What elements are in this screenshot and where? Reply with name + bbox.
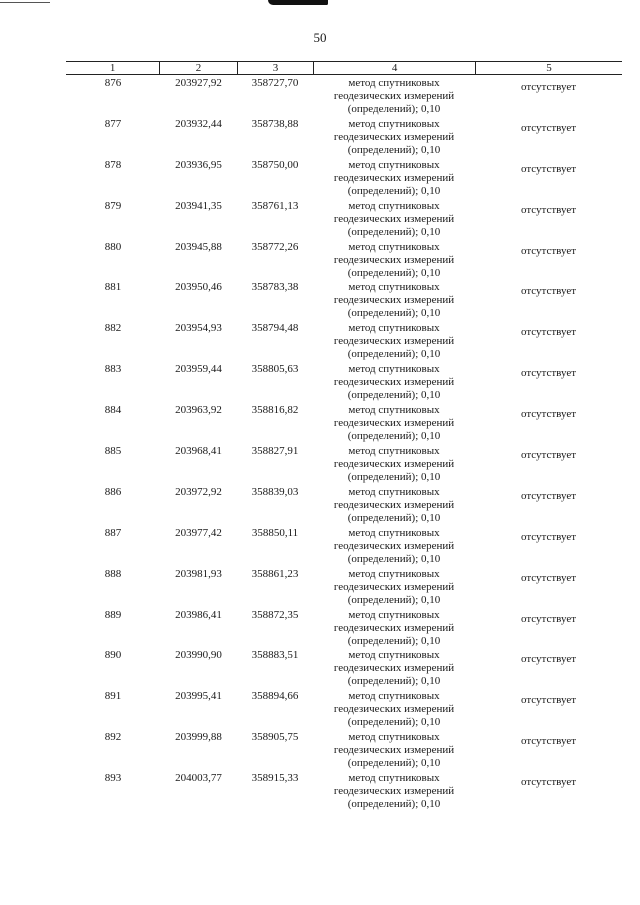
point-number: 884 [104,404,122,417]
method-cell [313,200,475,241]
method-line-3: (определений); 0,10 [347,225,441,238]
marking-description: отсутствует [520,449,577,462]
coordinate-x: 203932,44 [175,117,222,130]
method-cell [313,568,475,609]
marking-description: отсутствует [520,530,577,543]
coordinate-y: 358850,11 [251,526,299,539]
method-cell [313,486,475,527]
method-line-3: (определений); 0,10 [347,348,441,361]
coordinate-y: 358727,70 [251,77,299,89]
method-line-1: метод спутниковых [348,445,440,458]
coordinate-x: 203977,42 [175,526,222,539]
table-row [66,322,622,363]
coordinate-y: 358894,66 [251,690,299,703]
method-line-3: (определений); 0,10 [347,757,441,770]
method-line-1: метод спутниковых [348,690,440,703]
table-row [66,77,622,118]
method-line-2: геодезических измерений [333,621,455,634]
point-number: 882 [104,322,122,335]
point-number: 879 [104,199,122,212]
method-line-3: (определений); 0,10 [347,184,441,197]
table-row [66,609,622,650]
method-cell [313,609,475,650]
coordinate-x: 203959,44 [175,363,222,376]
method-line-1: метод спутниковых [348,567,440,580]
table-row [66,690,622,731]
method-cell [313,118,475,159]
method-line-1: метод спутниковых [348,731,440,744]
method-cell [313,772,475,813]
method-line-2: геодезических измерений [333,212,455,225]
method-cell [313,77,475,118]
table-row [66,200,622,241]
coordinate-y: 358805,63 [251,363,299,376]
coordinate-x: 203950,46 [175,281,222,294]
scan-artifact-line [0,2,50,3]
method-line-2: геодезических измерений [333,335,455,348]
method-line-2: геодезических измерений [333,253,455,266]
method-line-2: геодезических измерений [333,130,455,143]
method-line-1: метод спутниковых [348,199,440,212]
method-cell [313,690,475,731]
method-line-1: метод спутниковых [348,240,440,253]
marking-description: отсутствует [520,408,577,421]
marking-description: отсутствует [520,326,577,339]
point-number: 885 [104,445,122,458]
method-cell [313,445,475,486]
method-line-1: метод спутниковых [348,772,440,785]
coordinate-x: 203927,92 [175,77,222,89]
method-line-3: (определений); 0,10 [347,430,441,443]
method-line-1: метод спутниковых [348,608,440,621]
table-row [66,363,622,404]
method-line-2: геодезических измерений [333,458,455,471]
coordinate-y: 358883,51 [251,649,299,662]
table-header [66,61,622,75]
method-line-2: геодезических измерений [333,171,455,184]
coordinate-y: 358772,26 [251,240,299,253]
method-line-1: метод спутниковых [348,526,440,539]
scan-artifact-mark [268,0,328,5]
method-line-1: метод спутниковых [348,117,440,130]
coordinate-y: 358738,88 [251,117,299,130]
coordinate-x: 203968,41 [175,445,222,458]
method-line-3: (определений); 0,10 [347,716,441,729]
coordinate-y: 358827,91 [251,445,299,458]
coordinate-y: 358872,35 [251,608,299,621]
point-number: 883 [104,363,122,376]
method-line-2: геодезических измерений [333,417,455,430]
method-line-1: метод спутниковых [348,404,440,417]
method-cell [313,649,475,690]
table-row [66,241,622,282]
point-number: 892 [104,731,122,744]
table-row [66,568,622,609]
coordinate-y: 358783,38 [251,281,299,294]
table-row [66,281,622,322]
marking-description: отсутствует [520,162,577,175]
coordinate-y: 358861,23 [251,567,299,580]
marking-description: отсутствует [520,285,577,298]
method-cell [313,527,475,568]
method-line-3: (определений); 0,10 [347,675,441,688]
marking-description: отсутствует [520,612,577,625]
method-line-1: метод спутниковых [348,77,440,89]
method-cell [313,404,475,445]
table-row [66,404,622,445]
method-line-3: (определений); 0,10 [347,389,441,402]
table-row [66,772,622,813]
header-col-1: 1 [66,62,160,74]
method-line-2: геодезических измерений [333,744,455,757]
marking-description: отсутствует [520,694,577,707]
marking-description: отсутствует [520,571,577,584]
method-line-1: метод спутниковых [348,322,440,335]
coordinate-x: 203972,92 [175,485,222,498]
coordinate-x: 203999,88 [175,731,222,744]
marking-description: отсутствует [520,244,577,257]
point-number: 886 [104,485,122,498]
header-col-4: 4 [314,62,476,74]
coordinate-x: 203954,93 [175,322,222,335]
method-line-3: (определений); 0,10 [347,511,441,524]
method-line-2: геодезических измерений [333,703,455,716]
method-line-3: (определений); 0,10 [347,593,441,606]
point-number: 887 [104,526,122,539]
method-cell [313,281,475,322]
method-line-3: (определений); 0,10 [347,552,441,565]
coordinate-x: 203986,41 [175,608,222,621]
coordinate-y: 358905,75 [251,731,299,744]
table-row [66,118,622,159]
method-cell [313,322,475,363]
marking-description: отсутствует [520,735,577,748]
method-line-1: метод спутниковых [348,158,440,171]
method-line-2: геодезических измерений [333,294,455,307]
table-row [66,527,622,568]
method-line-1: метод спутниковых [348,363,440,376]
header-col-2: 2 [160,62,237,74]
table-row [66,445,622,486]
point-number: 880 [104,240,122,253]
marking-description: отсутствует [520,489,577,502]
coordinate-x: 203981,93 [175,567,222,580]
marking-description: отсутствует [520,203,577,216]
method-line-3: (определений); 0,10 [347,634,441,647]
method-line-3: (определений); 0,10 [347,471,441,484]
header-col-5: 5 [546,62,552,74]
coordinate-x: 203941,35 [175,199,222,212]
method-line-1: метод спутниковых [348,485,440,498]
table-row [66,159,622,200]
method-line-2: геодезических измерений [333,498,455,511]
method-line-3: (определений); 0,10 [347,798,441,811]
marking-description: отсутствует [520,121,577,134]
coordinate-y: 358839,03 [251,485,299,498]
method-line-2: геодезических измерений [333,539,455,552]
method-line-1: метод спутниковых [348,649,440,662]
method-cell [313,241,475,282]
table-row [66,486,622,527]
coordinate-y: 358761,13 [251,199,299,212]
point-number: 877 [104,117,122,130]
point-number: 889 [104,608,122,621]
coordinate-x: 204003,77 [175,772,222,785]
table-row [66,731,622,772]
point-number: 888 [104,567,122,580]
method-line-2: геодезических измерений [333,662,455,675]
method-line-3: (определений); 0,10 [347,307,441,320]
coordinate-y: 358750,00 [251,158,299,171]
method-line-2: геодезических измерений [333,376,455,389]
coordinate-x: 203990,90 [175,649,222,662]
coordinate-x: 203995,41 [175,690,222,703]
point-number: 876 [104,77,122,89]
point-number: 893 [104,772,122,785]
page-number: 50 [313,30,327,45]
coordinate-x: 203963,92 [175,404,222,417]
method-line-3: (определений); 0,10 [347,266,441,279]
marking-description: отсутствует [520,367,577,380]
header-col-3: 3 [238,62,314,74]
marking-description: отсутствует [520,653,577,666]
table-body [66,77,622,813]
point-number: 891 [104,690,122,703]
method-line-2: геодезических измерений [333,785,455,798]
coordinate-y: 358794,48 [251,322,299,335]
coordinate-y: 358816,82 [251,404,299,417]
method-line-2: геодезических измерений [333,90,455,102]
point-number: 878 [104,158,122,171]
method-cell [313,731,475,772]
method-line-3: (определений); 0,10 [347,103,441,115]
method-cell [313,363,475,404]
method-line-3: (определений); 0,10 [347,143,441,156]
point-number: 881 [104,281,122,294]
coordinate-y: 358915,33 [251,772,299,785]
marking-description: отсутствует [520,776,577,789]
coordinate-x: 203936,95 [175,158,222,171]
method-line-1: метод спутниковых [348,281,440,294]
point-number: 890 [104,649,122,662]
method-line-2: геодезических измерений [333,580,455,593]
coordinate-x: 203945,88 [175,240,222,253]
table-row [66,649,622,690]
method-cell [313,159,475,200]
marking-description: отсутствует [520,81,577,93]
